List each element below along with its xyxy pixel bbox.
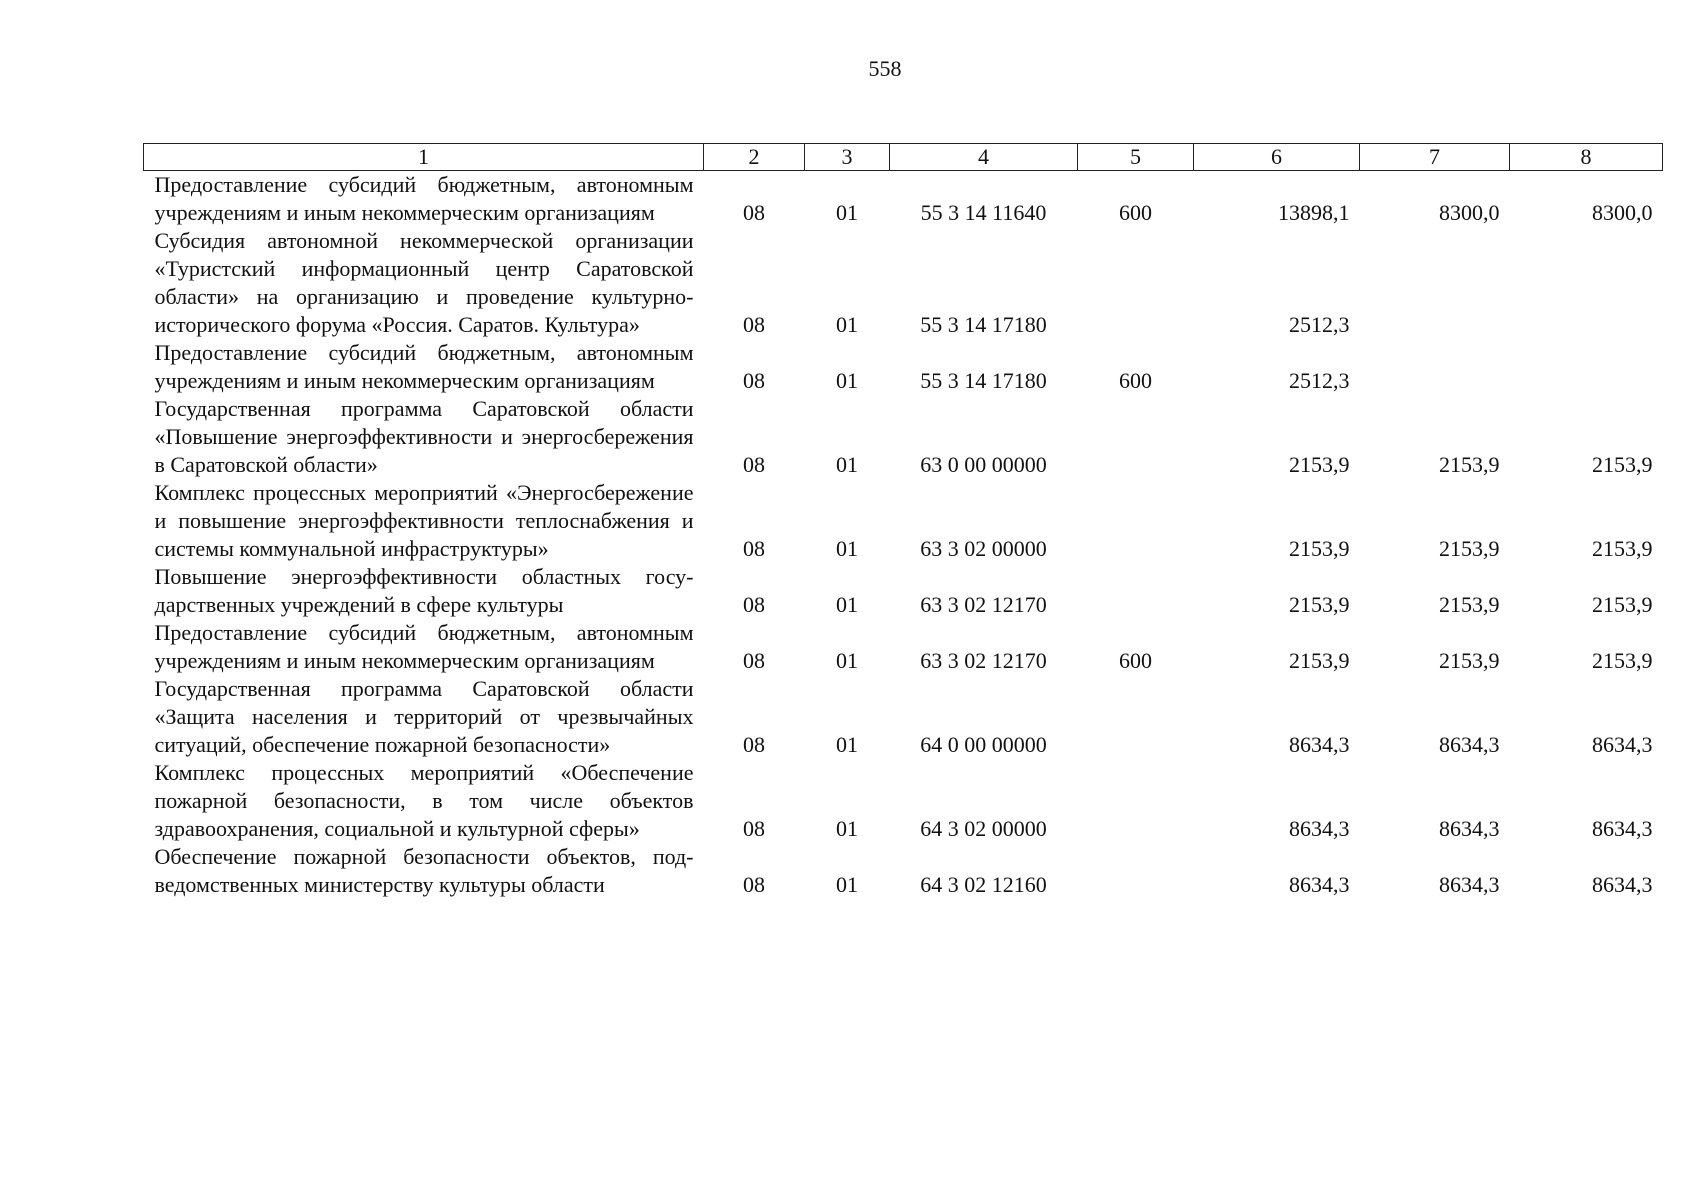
amount-year2-cell: [1360, 339, 1510, 395]
amount-year3-cell: [1510, 339, 1663, 395]
row-name-cell: Государственная программа Саратовской области «Повышение энергоэффективности и энергосбережения в Саратовской области»: [154, 396, 694, 477]
amount-year3-cell: 8634,3: [1592, 816, 1653, 841]
target-article-cell: 64 3 02 12160: [920, 872, 1047, 897]
section-code-cell: 08: [743, 592, 765, 617]
column-header: 4: [890, 144, 1078, 171]
amount-year2-cell: [1360, 227, 1510, 339]
target-article-cell: 63 3 02 12170: [920, 592, 1047, 617]
section-code-cell: 08: [743, 648, 765, 673]
section-code-cell: 08: [743, 368, 765, 393]
table-row: [144, 843, 1663, 899]
amount-year3-cell: 8634,3: [1592, 732, 1653, 757]
row-name-cell: Предоставление субсидий бюджетным, автономным учреждениям и иным некоммерческим организациям: [154, 172, 694, 225]
amount-year2-cell: 2153,9: [1439, 452, 1500, 477]
amount-year1-cell: 8634,3: [1289, 872, 1350, 897]
target-article-cell: 63 3 02 12170: [920, 648, 1047, 673]
expense-type-cell: [1078, 675, 1194, 759]
amount-year3-cell: 2153,9: [1592, 648, 1653, 673]
amount-year2-cell: 8300,0: [1439, 200, 1500, 225]
subsection-code-cell: 01: [836, 816, 858, 841]
table-row: [144, 563, 1663, 619]
amount-year3-cell: 2153,9: [1592, 452, 1653, 477]
expense-type-cell: [1078, 843, 1194, 899]
subsection-code-cell: 01: [836, 312, 858, 337]
target-article-cell: 64 0 00 00000: [920, 732, 1047, 757]
amount-year1-cell: 2153,9: [1289, 452, 1350, 477]
column-header: 3: [805, 144, 890, 171]
table-row: [144, 227, 1663, 339]
column-number-header-row: [144, 144, 1663, 171]
row-name-cell: Предоставление субсидий бюджетным, автономным учреждениям и иным некоммерческим организациям: [154, 340, 694, 393]
budget-table: [143, 143, 1663, 899]
amount-year3-cell: 8634,3: [1592, 872, 1653, 897]
row-name-cell: Комплекс процессных мероприятий «Энергосбережение и повышение энергоэффективности теплоснабжения и системы коммунальной инфраструктуры»: [154, 480, 694, 561]
subsection-code-cell: 01: [836, 368, 858, 393]
amount-year2-cell: 8634,3: [1439, 732, 1500, 757]
column-header: 5: [1078, 144, 1194, 171]
amount-year1-cell: 2512,3: [1289, 312, 1350, 337]
expense-type-cell: [1078, 395, 1194, 479]
section-code-cell: 08: [743, 536, 765, 561]
column-header: 6: [1194, 144, 1360, 171]
amount-year1-cell: 8634,3: [1289, 732, 1350, 757]
subsection-code-cell: 01: [836, 536, 858, 561]
table-row: [144, 479, 1663, 563]
expense-type-cell: [1078, 479, 1194, 563]
target-article-cell: 63 3 02 00000: [920, 536, 1047, 561]
target-article-cell: 55 3 14 17180: [920, 312, 1047, 337]
amount-year3-cell: [1510, 227, 1663, 339]
amount-year1-cell: 2153,9: [1289, 592, 1350, 617]
amount-year1-cell: 13898,1: [1278, 200, 1350, 225]
subsection-code-cell: 01: [836, 872, 858, 897]
column-header: 2: [704, 144, 805, 171]
table-row: [144, 339, 1663, 395]
amount-year3-cell: 2153,9: [1592, 536, 1653, 561]
table-row: [144, 395, 1663, 479]
expense-type-cell: 600: [1119, 200, 1152, 225]
row-name-cell: Повышение энергоэффективности областных государственных учреждений в сфере культуры: [154, 564, 694, 617]
subsection-code-cell: 01: [836, 200, 858, 225]
target-article-cell: 64 3 02 00000: [920, 816, 1047, 841]
target-article-cell: 63 0 00 00000: [920, 452, 1047, 477]
expense-type-cell: [1078, 227, 1194, 339]
section-code-cell: 08: [743, 312, 765, 337]
amount-year2-cell: 2153,9: [1439, 648, 1500, 673]
column-header: 7: [1360, 144, 1510, 171]
row-name-cell: Комплекс процессных мероприятий «Обеспечение пожарной безопасности, в том числе объектов здравоохранения, социальной и культурной сферы»: [154, 760, 694, 841]
target-article-cell: 55 3 14 11640: [920, 200, 1047, 225]
amount-year1-cell: 2153,9: [1289, 536, 1350, 561]
column-header: 1: [144, 144, 704, 171]
table-row: [144, 619, 1663, 675]
row-name-cell: Предоставление субсидий бюджетным, автономным учреждениям и иным некоммерческим организациям: [154, 620, 694, 673]
amount-year1-cell: 8634,3: [1289, 816, 1350, 841]
row-name-cell: Обеспечение пожарной безопасности объектов, подведомственных министерству культуры области: [154, 844, 694, 897]
row-name-cell: Субсидия автономной некоммерческой организации «Туристский информационный центр Саратовской области» на организацию и проведение культурно-исторического форума «Россия. Саратов. Культура»: [154, 228, 694, 337]
subsection-code-cell: 01: [836, 732, 858, 757]
table-row: [144, 759, 1663, 843]
amount-year2-cell: 8634,3: [1439, 872, 1500, 897]
expense-type-cell: 600: [1119, 648, 1152, 673]
page-number: 558: [868, 56, 902, 81]
section-code-cell: 08: [743, 732, 765, 757]
subsection-code-cell: 01: [836, 648, 858, 673]
column-header: 8: [1510, 144, 1663, 171]
section-code-cell: 08: [743, 816, 765, 841]
section-code-cell: 08: [743, 452, 765, 477]
amount-year3-cell: 2153,9: [1592, 592, 1653, 617]
amount-year1-cell: 2512,3: [1289, 368, 1350, 393]
row-name-cell: Государственная программа Саратовской области «Защита населения и территорий от чрезвычайных ситуаций, обеспечение пожарной безопасности»: [154, 676, 694, 757]
expense-type-cell: [1078, 759, 1194, 843]
subsection-code-cell: 01: [836, 592, 858, 617]
amount-year3-cell: 8300,0: [1592, 200, 1653, 225]
expense-type-cell: 600: [1119, 368, 1152, 393]
amount-year2-cell: 2153,9: [1439, 536, 1500, 561]
table-row: [144, 171, 1663, 228]
amount-year2-cell: 2153,9: [1439, 592, 1500, 617]
expense-type-cell: [1078, 563, 1194, 619]
subsection-code-cell: 01: [836, 452, 858, 477]
target-article-cell: 55 3 14 17180: [920, 368, 1047, 393]
section-code-cell: 08: [743, 872, 765, 897]
section-code-cell: 08: [743, 200, 765, 225]
table-row: [144, 675, 1663, 759]
amount-year1-cell: 2153,9: [1289, 648, 1350, 673]
amount-year2-cell: 8634,3: [1439, 816, 1500, 841]
